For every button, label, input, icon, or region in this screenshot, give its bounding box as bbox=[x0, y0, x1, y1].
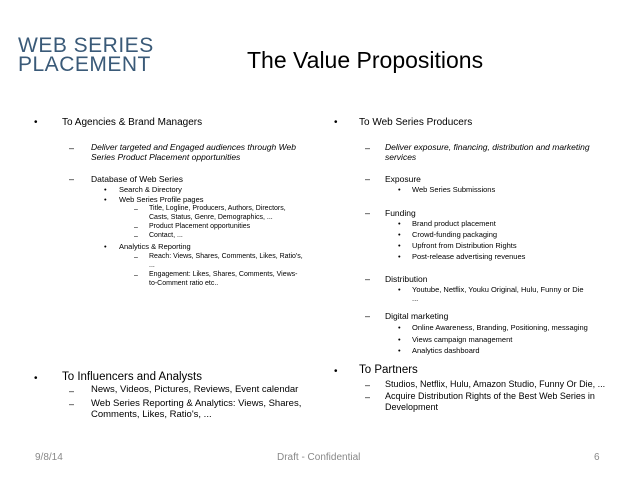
dash-icon: – bbox=[134, 272, 138, 279]
left-section1-item2-label: Database of Web Series bbox=[91, 174, 183, 184]
bullet-icon: • bbox=[398, 346, 401, 355]
dash-icon: – bbox=[365, 143, 371, 153]
dash-icon: – bbox=[69, 386, 75, 396]
bullet-icon: • bbox=[334, 366, 338, 377]
left-sub-analytics: Analytics & Reporting bbox=[119, 242, 191, 251]
logo-line1: WEB SERIES bbox=[18, 34, 154, 57]
bullet-icon: • bbox=[398, 219, 401, 228]
right-distribution-sub1: Youtube, Netflix, Youku Original, Hulu, Funny or Die ... bbox=[412, 285, 584, 303]
right-section2-heading: To Partners bbox=[359, 364, 418, 376]
bullet-icon: • bbox=[334, 117, 338, 128]
dash-icon: – bbox=[365, 380, 371, 390]
logo-line2: PLACEMENT bbox=[18, 53, 151, 76]
left-section2-heading: To Influencers and Analysts bbox=[62, 371, 202, 383]
right-section2-item1: Studios, Netflix, Hulu, Amazon Studio, Funny Or Die, ... bbox=[385, 379, 606, 389]
dash-icon: – bbox=[134, 224, 138, 231]
bullet-icon: • bbox=[398, 285, 401, 294]
right-marketing-label: Digital marketing bbox=[385, 311, 449, 321]
right-marketing-sub3: Analytics dashboard bbox=[412, 346, 480, 355]
slide-title: The Value Propositions bbox=[247, 47, 484, 73]
bullet-icon: • bbox=[398, 252, 401, 261]
right-exposure-label: Exposure bbox=[385, 174, 421, 184]
right-section1-heading: To Web Series Producers bbox=[359, 117, 473, 128]
dash-icon: – bbox=[365, 174, 371, 184]
left-sub2c: Contact, ... bbox=[149, 232, 183, 239]
left-sub3a: Reach: Views, Shares, Comments, Likes, Ratio's, ... bbox=[149, 253, 303, 269]
dash-icon: – bbox=[134, 233, 138, 240]
dash-icon: – bbox=[69, 143, 75, 153]
bullet-icon: • bbox=[398, 335, 401, 344]
left-sub3b: Engagement: Likes, Shares, Comments, Views- to-Comment ratio etc.. bbox=[149, 271, 298, 287]
dash-icon: – bbox=[365, 311, 371, 321]
bullet-icon: • bbox=[104, 242, 107, 251]
right-distribution-label: Distribution bbox=[385, 274, 428, 284]
footer-page-number: 6 bbox=[594, 452, 600, 463]
left-sub-profile-pages: Web Series Profile pages bbox=[119, 195, 204, 204]
left-section2-item2: Web Series Reporting & Analytics: Views, Shares, Comments, Likes, Ratio's, ... bbox=[91, 398, 302, 420]
dash-icon: – bbox=[134, 254, 138, 261]
bullet-icon: • bbox=[398, 185, 401, 194]
right-funding-sub3: Upfront from Distribution Rights bbox=[412, 241, 517, 250]
right-funding-sub1: Brand product placement bbox=[412, 219, 496, 228]
dash-icon: – bbox=[69, 399, 75, 409]
bullet-icon: • bbox=[398, 323, 401, 332]
left-section1-heading: To Agencies & Brand Managers bbox=[62, 117, 203, 128]
bullet-icon: • bbox=[34, 117, 38, 128]
footer-confidential: Draft - Confidential bbox=[277, 452, 361, 463]
right-exposure-sub1: Web Series Submissions bbox=[412, 185, 496, 194]
left-sub-search-directory: Search & Directory bbox=[119, 185, 182, 194]
dash-icon: – bbox=[134, 206, 138, 213]
dash-icon: – bbox=[365, 392, 371, 402]
left-sub2b: Product Placement opportunities bbox=[149, 223, 251, 230]
dash-icon: – bbox=[365, 274, 371, 284]
dash-icon: – bbox=[69, 174, 75, 184]
bullet-icon: • bbox=[104, 185, 107, 194]
right-funding-label: Funding bbox=[385, 208, 416, 218]
right-section1-item1: Deliver exposure, financing, distribution and marketing services bbox=[385, 142, 590, 162]
bullet-icon: • bbox=[398, 230, 401, 239]
right-funding-sub4: Post-release advertising revenues bbox=[412, 252, 526, 261]
right-marketing-sub1: Online Awareness, Branding, Positioning, messaging bbox=[412, 323, 588, 332]
right-section2-item2: Acquire Distribution Rights of the Best Web Series in Development bbox=[385, 391, 595, 412]
bullet-icon: • bbox=[398, 241, 401, 250]
logo bbox=[18, 36, 154, 74]
dash-icon: – bbox=[365, 208, 371, 218]
right-funding-sub2: Crowd-funding packaging bbox=[412, 230, 498, 239]
right-marketing-sub2: Views campaign management bbox=[412, 335, 513, 344]
left-section2-item1: News, Videos, Pictures, Reviews, Event calendar bbox=[91, 384, 299, 395]
bullet-icon: • bbox=[34, 373, 38, 384]
bullet-icon: • bbox=[104, 195, 107, 204]
footer-date: 9/8/14 bbox=[35, 452, 63, 463]
left-sub2a: Title, Logline, Producers, Authors, Directors, Casts, Status, Genre, Demographics, ... bbox=[149, 205, 286, 221]
left-section1-item1: Deliver targeted and Engaged audiences through Web Series Product Placement opportunities bbox=[91, 142, 296, 162]
